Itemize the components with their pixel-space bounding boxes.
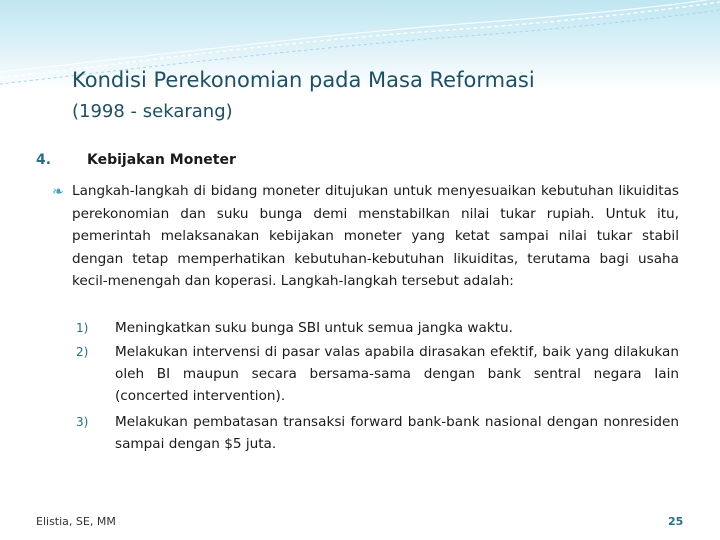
- slide-title: Kondisi Perekonomian pada Masa Reformasi: [72, 68, 535, 92]
- list-item: [72, 411, 679, 455]
- swirl-bullet-icon: ❧: [52, 184, 64, 200]
- list-text: Melakukan intervensi di pasar valas apabila dirasakan efektif, baik yang dilakukan oleh BI maupun secara bersama-sama dengan bank sentral negara Iain (concerted intervention).: [115, 344, 679, 404]
- list-item: [72, 317, 679, 339]
- steps-list: [72, 317, 679, 455]
- list-number: 3): [76, 415, 89, 429]
- section-number: 4.: [36, 152, 52, 168]
- page-number: 25: [668, 515, 684, 528]
- slide-subtitle: (1998 - sekarang): [72, 101, 233, 122]
- list-text: Melakukan pembatasan transaksi forward bank-bank nasional dengan nonresiden sampai dengan $5 juta.: [115, 414, 679, 452]
- list-item: [72, 341, 679, 407]
- section-title: Kebijakan Moneter: [87, 152, 236, 168]
- body-paragraph: [72, 180, 679, 293]
- list-number: 1): [76, 321, 89, 335]
- list-text: Meningkatkan suku bunga SBI untuk semua jangka waktu.: [115, 320, 513, 336]
- list-number: 2): [76, 345, 89, 359]
- paragraph-text: Langkah-langkah di bidang moneter ditujukan untuk menyesuaikan kebutuhan likuiditas perekonomian dan suku bunga demi menstabilkan nilai tukar rupiah. Untuk itu, pemerintah melaksanakan kebijakan moneter yang ketat sampai nilai tukar stabil dengan tetap memperhatikan kebutuhan-kebutuhan likuiditas, terutama bagi usaha kecil-menengah dan koperasi. Langkah-langkah tersebut adalah:: [72, 183, 679, 289]
- footer-author: Elistia, SE, MM: [36, 515, 116, 528]
